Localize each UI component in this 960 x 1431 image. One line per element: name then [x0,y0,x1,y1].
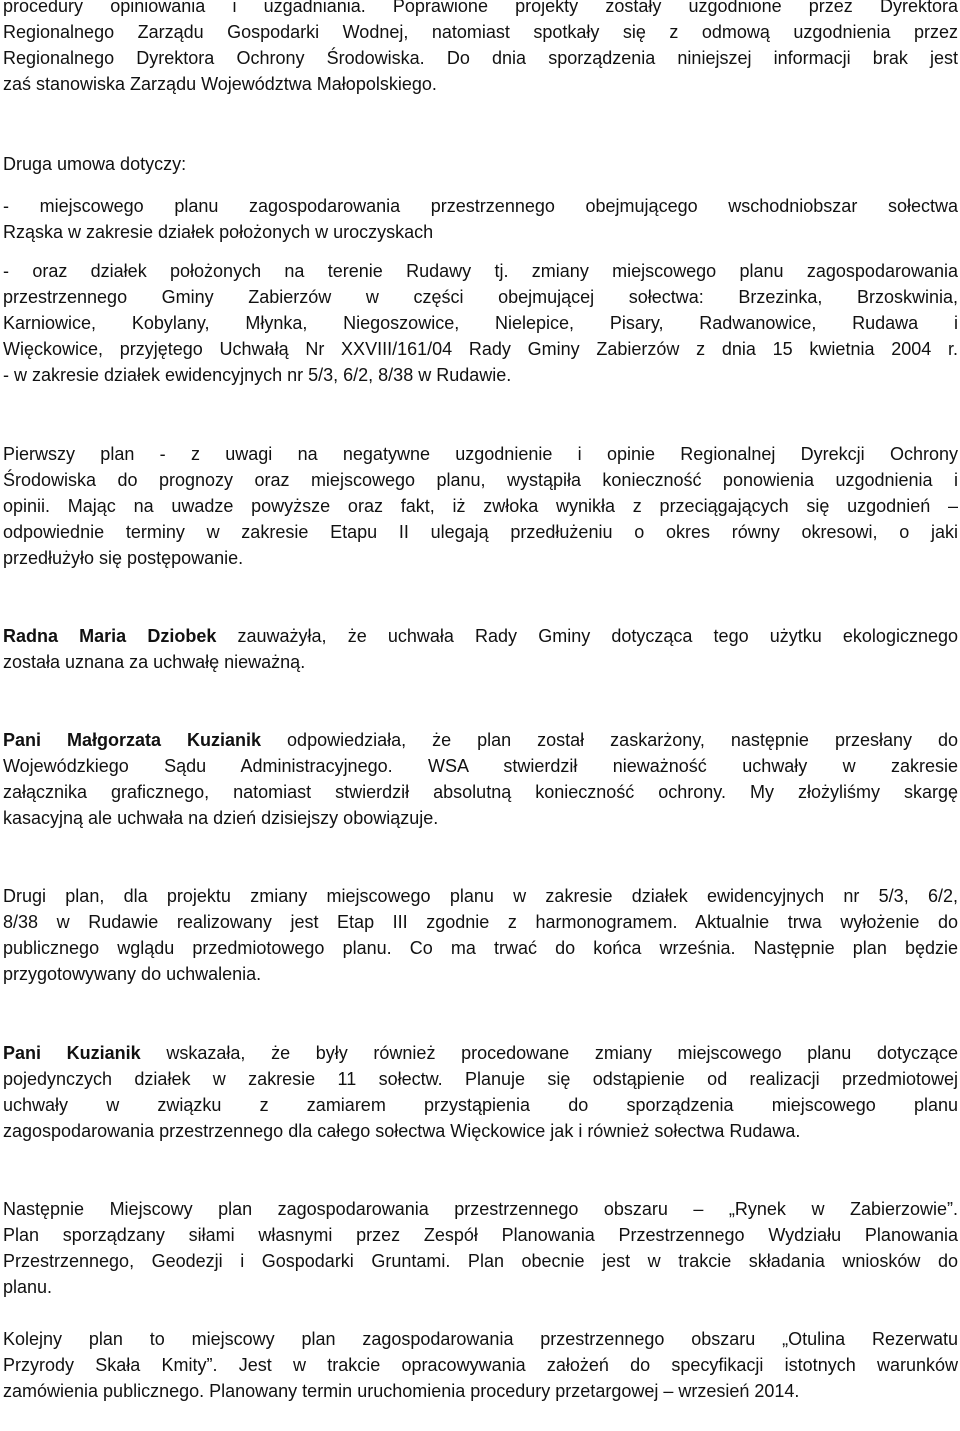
text-line: Regionalnego Dyrektora Ochrony Środowiska. Do dnia sporządzenia niniejszej informacji brak jest [3,48,958,68]
text-line: Drugi plan, dla projektu zmiany miejscowego planu w zakresie działek ewidencyjnych nr 5/3, 6/2, [3,886,958,906]
text-line: - w zakresie działek ewidencyjnych nr 5/3, 6/2, 8/38 w Rudawie. [3,365,512,385]
text-line: procedury opiniowania i uzgadniania. Poprawione projekty zostały uzgodnione przez Dyrektora [3,0,958,16]
speaker-name: Pani Małgorzata Kuzianik [3,730,262,750]
text-line: - oraz działek położonych na terenie Rudawy tj. zmiany miejscowego planu zagospodarowania [3,261,958,281]
text-line [3,727,958,753]
speaker-text: wskazała, że były również procedowane zmiany miejscowego planu dotyczące [166,1043,958,1063]
paragraph-market-plan [3,1196,958,1300]
speaker-text: zauważyła, że uchwała Rady Gminy dotycząca tego użytku ekologicznego [237,626,958,646]
text-line: Pierwszy plan - z uwagi na negatywne uzgodnienie i opinie Regionalnej Dyrekcji Ochrony [3,444,958,464]
text-line: Karniowice, Kobylany, Młynka, Niegoszowice, Nielepice, Pisary, Radwanowice, Rudawa i [3,313,958,333]
text-line: przedłużyło się postępowanie. [3,548,244,568]
paragraph-contract-item-1 [3,193,958,245]
paragraph-contract-item-2 [3,258,958,388]
paragraph-dziobek-remark [3,623,958,675]
paragraph-kuzianik-answer [3,727,958,831]
paragraph-reserve-plan [3,1326,958,1404]
text-line: załącznika graficznego, natomiast stwierdził absolutną konieczność ochrony. My złożyliśmy skargę [3,782,958,802]
text-line: została uznana za uchwałę nieważną. [3,652,306,672]
text-line: Rząska w zakresie działek położonych w uroczyskach [3,222,434,242]
text-line [3,623,958,649]
speaker-text: odpowiedziała, że plan został zaskarżony, następnie przesłany do [287,730,958,750]
text-line: Plan sporządzany siłami własnymi przez Zespół Planowania Przestrzennego Wydziału Planowania [3,1225,958,1245]
text-line: Więckowice, przyjętego Uchwałą Nr XXVIII/161/04 Rady Gminy Zabierzów z dnia 15 kwietnia 2004 r. [3,339,958,359]
text-line: 8/38 w Rudawie realizowany jest Etap III zgodnie z harmonogramem. Aktualnie trwa wyłożenie do [3,912,958,932]
text-line: Przestrzennego, Geodezji i Gospodarki Gruntami. Plan obecnie jest w trakcie składania wniosków do [3,1251,958,1271]
text-line: przestrzennego Gminy Zabierzów w części obejmującej sołectwa: Brzezinka, Brzoskwinia, [3,287,958,307]
text-line: pojedynczych działek w zakresie 11 sołectw. Planuje się odstąpienie od realizacji przedmiotowej [3,1069,958,1089]
text-line: - miejscowego planu zagospodarowania przestrzennego obejmującego wschodniobszar sołectwa [3,196,958,216]
text-line: Wojewódzkiego Sądu Administracyjnego. WSA stwierdził nieważność uchwały w zakresie [3,756,958,776]
text-line: odpowiednie terminy w zakresie Etapu II ulegają przedłużeniu o okres równy okresowi, o jaki [3,522,958,542]
paragraph-opinion-procedure [3,0,958,97]
text-line: zagospodarowania przestrzennego dla całego sołectwa Więckowice jak i również sołectwa Rudawa. [3,1121,801,1141]
text-line: uchwały w związku z zamiarem przystąpienia do sporządzenia miejscowego planu [3,1095,958,1115]
text-line: opinii. Mając na uwadze powyższe oraz fakt, iż zwłoka wynikła z przeciągających się uzgodnień – [3,496,958,516]
paragraph-kuzianik-indication [3,1040,958,1144]
paragraph-second-plan [3,883,958,987]
paragraph-second-contract-heading [3,151,958,177]
speaker-name: Pani Kuzianik [3,1043,141,1063]
text-line: przygotowywany do uchwalenia. [3,964,262,984]
text-line: kasacyjną ale uchwała na dzień dzisiejszy obowiązuje. [3,808,439,828]
text-line: Następnie Miejscowy plan zagospodarowania przestrzennego obszaru – „Rynek w Zabierzowie”. [3,1199,958,1219]
text-line: planu. [3,1277,53,1297]
paragraph-first-plan [3,441,958,571]
text-line: publicznego wglądu przedmiotowego planu. Co ma trwać do końca września. Następnie plan będzie [3,938,958,958]
text-line: Środowiska do prognozy oraz miejscowego planu, wystąpiła konieczność ponowienia uzgodnienia i [3,470,958,490]
text-line: Regionalnego Zarządu Gospodarki Wodnej, natomiast spotkały się z odmową uzgodnienia przez [3,22,958,42]
text-line: Przyrody Skała Kmity”. Jest w trakcie opracowywania założeń do specyfikacji istotnych warunków [3,1355,958,1375]
text-line: zaś stanowiska Zarządu Województwa Małopolskiego. [3,74,437,94]
text-line: Kolejny plan to miejscowy plan zagospodarowania przestrzennego obszaru „Otulina Rezerwatu [3,1329,958,1349]
text-line [3,1040,958,1066]
text-line: Druga umowa dotyczy: [3,154,187,174]
text-line: zamówienia publicznego. Planowany termin uruchomienia procedury przetargowej – wrzesień 2014. [3,1381,800,1401]
speaker-name: Radna Maria Dziobek [3,626,217,646]
